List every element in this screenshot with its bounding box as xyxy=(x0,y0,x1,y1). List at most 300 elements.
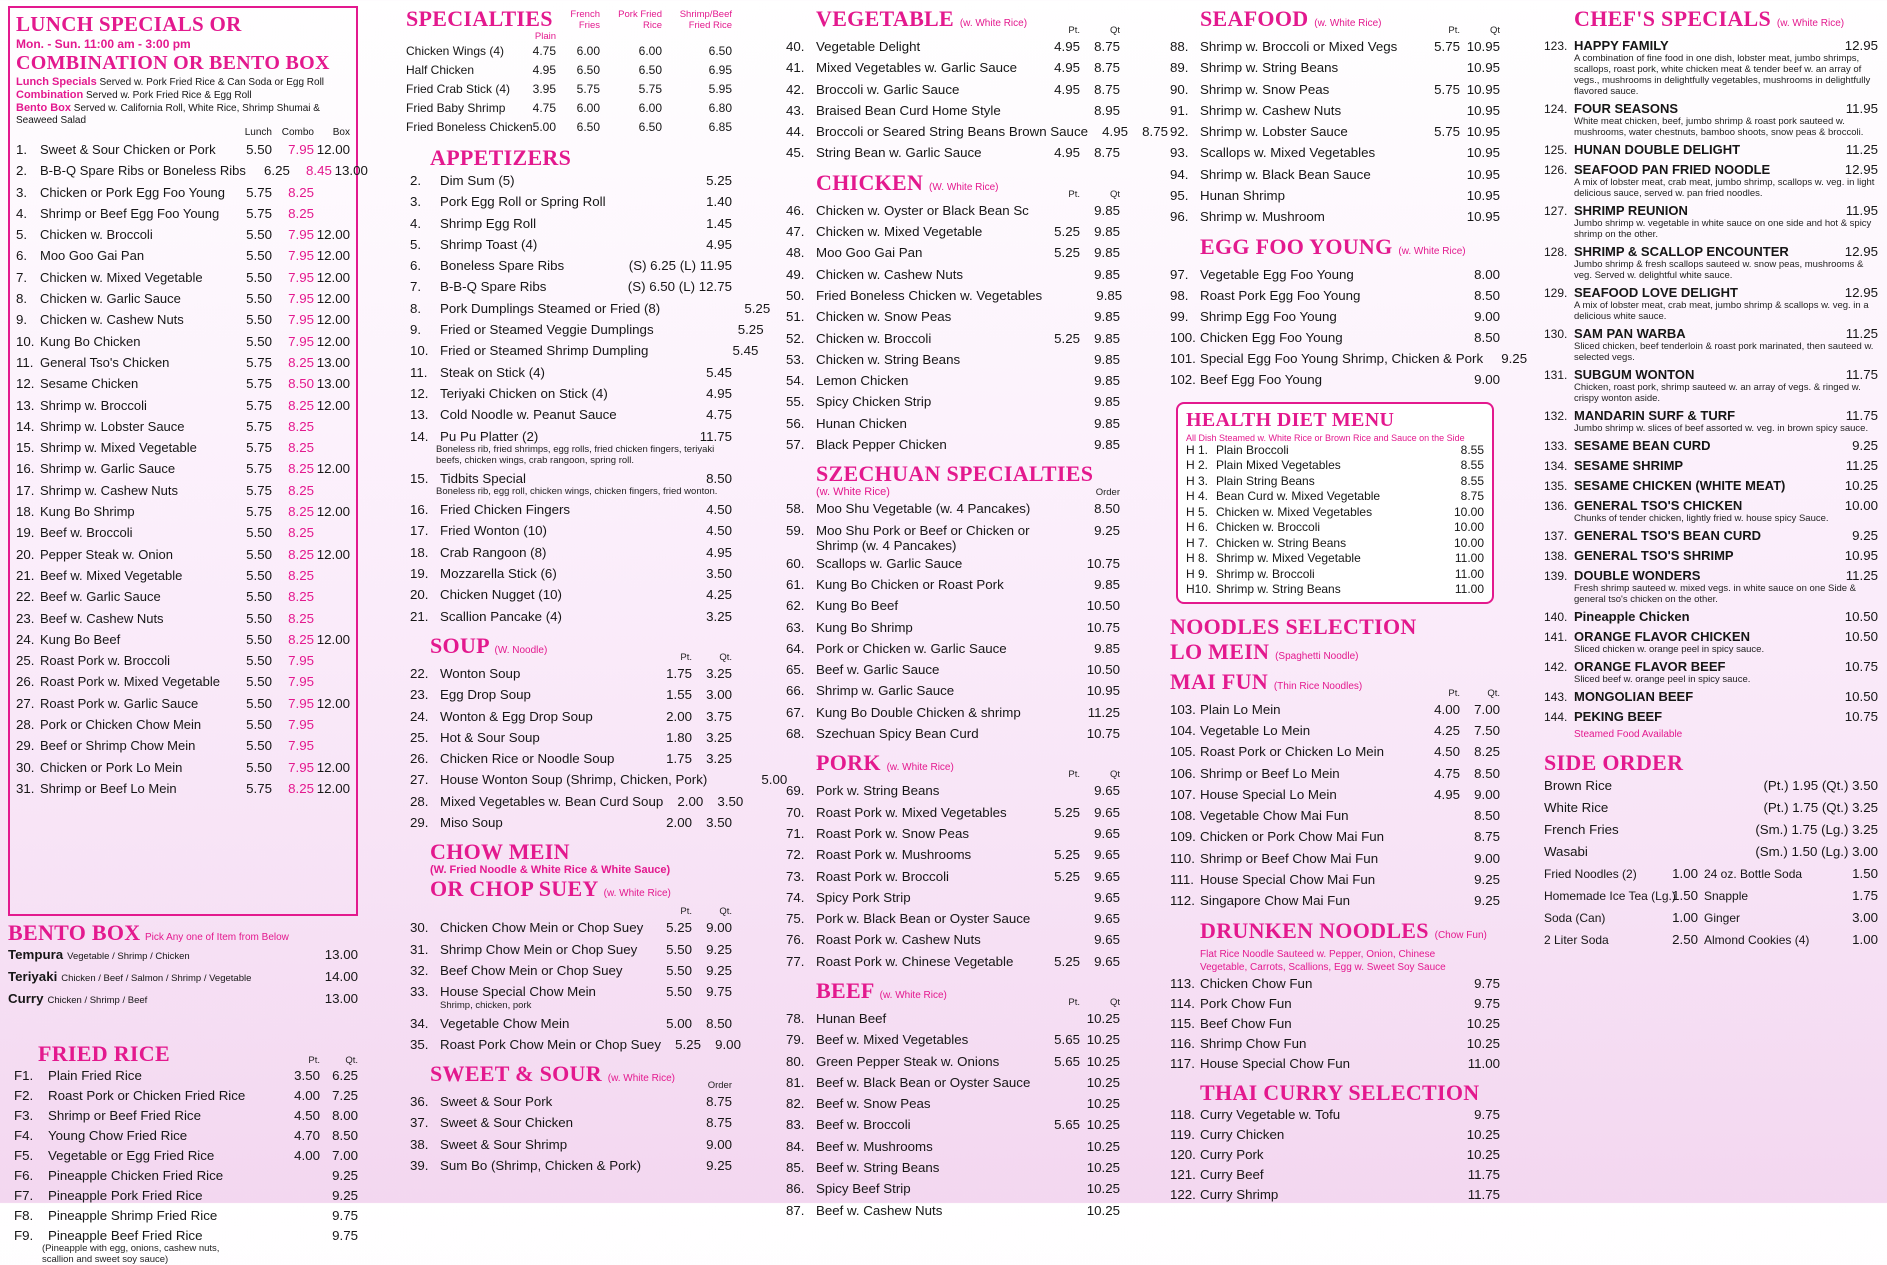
menu-item xyxy=(406,99,732,118)
bento-sub: Pick Any one of Item from Below xyxy=(144,932,289,943)
item-number: 90. xyxy=(1170,81,1189,97)
menu-item xyxy=(406,727,732,748)
price-qt: 9.85 xyxy=(1094,266,1120,282)
item-number: F5. xyxy=(14,1148,34,1163)
price-lunch: 5.50 xyxy=(246,759,272,775)
price-qt: 7.00 xyxy=(332,1148,358,1163)
item-price: 10.95 xyxy=(1844,548,1878,563)
item-name: Shrimp Egg Foo Young xyxy=(1200,308,1337,324)
item-number: 119. xyxy=(1170,1126,1195,1142)
note-text: Served w. Pork Fried Rice & Egg Roll xyxy=(83,90,252,101)
item-price: 4.95 xyxy=(706,385,732,401)
item-number: 17. xyxy=(410,523,429,539)
soup-sub: (W. Noodle) xyxy=(494,644,548,656)
price-qt: 9.25 xyxy=(1474,893,1500,909)
menu-item xyxy=(786,723,1120,744)
price-pt: 4.00 xyxy=(1434,701,1460,717)
note-key: Combination xyxy=(16,89,84,101)
item-name: Pineapple Chicken Fried Rice xyxy=(48,1168,224,1183)
item-number: 11. xyxy=(410,364,428,380)
price-box: 12.00 xyxy=(316,333,350,349)
item-name: Hunan Beef xyxy=(816,1010,887,1026)
health-sub: All Dish Steamed w. White Rice or Brown Rice and Sauce on the Side xyxy=(1186,432,1465,443)
item-price: 12.95 xyxy=(1844,38,1878,53)
item-name: Beef w. Garlic Sauce xyxy=(816,662,940,678)
item-number: 25. xyxy=(410,729,429,745)
item-name: Shrimp w. Mixed Vegetable xyxy=(1216,551,1361,566)
item-number: 89. xyxy=(1170,60,1189,76)
item-name: Chicken or Pork Chow Mai Fun xyxy=(1200,829,1385,845)
item-price: 9.75 xyxy=(1474,995,1500,1011)
item-price: 4.95 xyxy=(706,544,732,560)
item-name: Sweet & Sour Pork xyxy=(440,1094,553,1110)
menu-item xyxy=(406,42,732,61)
item-name: Shrimp w. String Beans xyxy=(1216,582,1341,597)
item-name: Shrimp w. Lobster Sauce xyxy=(40,418,185,434)
menu-item xyxy=(1170,974,1500,994)
menu-item xyxy=(16,714,350,735)
menu-item xyxy=(786,1072,1120,1093)
menu-item xyxy=(786,349,1120,370)
menu-item xyxy=(16,267,350,288)
price-qt: 9.00 xyxy=(1474,786,1500,802)
item-name: ORANGE FLAVOR BEEF xyxy=(1574,659,1726,674)
menu-item xyxy=(16,480,350,501)
price-qt: 9.75 xyxy=(332,1208,358,1223)
side-name: Ginger xyxy=(1704,911,1741,925)
menu-item xyxy=(1544,526,1878,546)
item-number: 30. xyxy=(410,920,429,936)
menu-item xyxy=(1186,567,1484,583)
item-number: 7. xyxy=(16,269,28,285)
price-combo: 8.25 xyxy=(288,440,314,456)
item-price: 9.85 xyxy=(1094,576,1120,592)
menu-item xyxy=(786,520,1120,553)
sweet-sour-list xyxy=(406,1091,732,1176)
item-number: 116. xyxy=(1170,1035,1195,1051)
price-combo: 7.95 xyxy=(288,653,314,669)
pork-sub: (w. White Rice) xyxy=(886,762,954,774)
item-name: GENERAL TSO'S SHRIMP xyxy=(1574,548,1734,563)
item-name: String Bean w. Garlic Sauce xyxy=(816,145,982,161)
menu-item xyxy=(1170,1105,1500,1125)
item-number: 109. xyxy=(1170,829,1196,845)
item-number: 139. xyxy=(1544,569,1568,583)
item-number: 103. xyxy=(1170,701,1196,717)
item-name: Vegetable Chow Mai Fun xyxy=(1200,808,1349,824)
item-number: 57. xyxy=(786,437,805,453)
menu-item xyxy=(8,945,358,967)
menu-item xyxy=(406,1091,732,1112)
menu-item xyxy=(1544,456,1878,476)
menu-item xyxy=(406,563,732,584)
side-name: Soda (Can) xyxy=(1544,911,1606,925)
price-pork-rice: 6.00 xyxy=(638,101,662,115)
price-qt: 9.85 xyxy=(1094,373,1120,389)
item-name: Shrimp w. Mushroom xyxy=(1200,209,1325,225)
item-price: 11.75 xyxy=(1467,1186,1500,1202)
price-qt: 10.25 xyxy=(1086,1160,1120,1176)
price-pork-rice: 6.00 xyxy=(638,44,662,58)
price-lunch: 6.25 xyxy=(264,163,290,179)
item-price: 8.00 xyxy=(1474,266,1500,282)
item-price: 10.25 xyxy=(1466,1015,1500,1031)
price-pt: 5.65 xyxy=(1054,1053,1080,1069)
price-pt: 4.95 xyxy=(1102,124,1128,140)
item-number: 49. xyxy=(786,266,805,282)
price-combo: 8.25 xyxy=(288,354,314,370)
menu-item xyxy=(1544,140,1878,160)
menu-item xyxy=(1544,707,1878,727)
item-name: Shrimp w. Garlic Sauce xyxy=(816,683,955,699)
item-name: Sum Bo (Shrimp, Chicken & Pork) xyxy=(440,1157,641,1173)
item-name: Kung Bo Beef xyxy=(40,631,121,647)
fried-rice-section xyxy=(8,1041,358,1265)
item-name: Chicken Chow Fun xyxy=(1200,975,1313,991)
price-qt: 9.75 xyxy=(706,984,732,1000)
price-qt: 10.25 xyxy=(1086,1138,1120,1154)
side-name: 24 oz. Bottle Soda xyxy=(1704,867,1803,881)
menu-item xyxy=(1170,1054,1500,1074)
item-name: Broccoli or Seared String Beans Brown Sauce xyxy=(816,124,1088,140)
price-shrimp-rice: 6.50 xyxy=(708,44,732,58)
appetizers-title: APPETIZERS xyxy=(430,145,572,170)
item-name: DOUBLE WONDERS xyxy=(1574,568,1701,583)
price-qt: 9.85 xyxy=(1094,224,1120,240)
side-price: 1.00 xyxy=(1672,910,1698,925)
price-qt: 10.95 xyxy=(1466,81,1500,97)
menu-item xyxy=(786,553,1120,574)
price-pt: 5.25 xyxy=(1054,953,1080,969)
menu-item xyxy=(8,989,358,1011)
price-lunch: 5.75 xyxy=(246,418,272,434)
lunch-notes xyxy=(16,76,350,127)
price-pt: 4.50 xyxy=(1434,744,1460,760)
item-name: Sweet & Sour Chicken xyxy=(440,1115,574,1131)
item-number: 127. xyxy=(1544,204,1568,218)
price-combo: 8.25 xyxy=(288,610,314,626)
price-combo: 7.95 xyxy=(288,674,314,690)
lo-mein-sub: (Spaghetti Noodle) xyxy=(1275,650,1359,662)
pork-list xyxy=(786,780,1120,972)
bento-name: Tempura xyxy=(8,947,64,962)
item-name: Roast Pork w. Mushrooms xyxy=(816,847,972,863)
item-number: 13. xyxy=(410,407,429,423)
item-number: 66. xyxy=(786,683,805,699)
menu-item xyxy=(786,221,1120,242)
item-name: Beef Egg Foo Young xyxy=(1200,371,1322,387)
price-pt: 5.50 xyxy=(666,962,692,978)
price-qt: 9.65 xyxy=(1094,868,1120,884)
item-number: 44. xyxy=(786,124,805,140)
bento-options: Vegetable / Shrimp / Chicken xyxy=(67,951,190,962)
item-name: Beef Chow Fun xyxy=(1200,1015,1292,1031)
item-name: Plain Mixed Vegetables xyxy=(1216,458,1341,473)
bento-name: Curry xyxy=(8,991,44,1006)
item-number: 67. xyxy=(786,704,805,720)
item-name: Mixed Vegetables w. Bean Curd Soup xyxy=(440,793,664,809)
lunch-items-list xyxy=(16,139,368,799)
thai-list xyxy=(1170,1105,1500,1205)
item-name: Plain String Beans xyxy=(1216,473,1315,488)
menu-item xyxy=(1170,890,1500,911)
item-number: 8. xyxy=(410,300,422,316)
side-name: Snapple xyxy=(1704,889,1749,903)
item-price: 10.25 xyxy=(1466,1146,1500,1162)
menu-item xyxy=(1544,546,1878,566)
item-name: General Tso's Chicken xyxy=(40,354,170,370)
item-number: 3. xyxy=(16,184,28,200)
price-box: 12.00 xyxy=(316,397,350,413)
item-number: 72. xyxy=(786,847,805,863)
price-lunch: 5.50 xyxy=(246,610,272,626)
menu-item xyxy=(8,1166,358,1186)
item-name: Fried Crab Stick (4) xyxy=(406,82,511,96)
bento-list xyxy=(8,945,358,1011)
menu-item xyxy=(16,416,350,437)
item-number: 34. xyxy=(410,1015,429,1031)
item-number: 30. xyxy=(16,759,35,775)
price-qt: 9.65 xyxy=(1094,953,1120,969)
side-price: (Pt.) 1.95 (Qt.) 3.50 xyxy=(1763,778,1878,793)
item-number: 142. xyxy=(1544,660,1568,674)
item-name: Mozzarella Stick (6) xyxy=(440,566,557,582)
item-name: Pork or Chicken Chow Mein xyxy=(40,717,202,733)
item-name: Roast Pork w. Mixed Vegetable xyxy=(40,674,220,690)
price-qt: 9.85 xyxy=(1094,415,1120,431)
item-number: 132. xyxy=(1544,409,1568,423)
menu-item xyxy=(16,671,350,692)
item-name: Chicken or Pork Lo Mein xyxy=(40,759,183,775)
menu-item xyxy=(1170,206,1500,227)
item-name: Pork Egg Roll or Spring Roll xyxy=(440,194,606,210)
menu-item xyxy=(16,693,350,714)
side-name: Almond Cookies (4) xyxy=(1704,933,1810,947)
side-price: 1.75 xyxy=(1852,888,1878,903)
chicken-title: CHICKEN xyxy=(816,169,924,195)
menu-item xyxy=(1170,327,1500,348)
menu-item xyxy=(8,1086,358,1106)
item-price: 10.50 xyxy=(1086,662,1120,678)
item-name: Fried or Steamed Shrimp Dumpling xyxy=(440,343,649,359)
specialties-header: SPECIALTIES French Fries Pork Fried Rice Shrimp/Beef Fried Rice xyxy=(406,6,732,31)
bento-price: 13.00 xyxy=(324,947,358,962)
item-price: 10.00 xyxy=(1453,535,1484,550)
price-qt: 9.65 xyxy=(1094,783,1120,799)
fried-rice-header: FRIED RICE Pt. Qt. xyxy=(8,1041,358,1066)
item-number: 137. xyxy=(1544,529,1568,543)
item-number: 61. xyxy=(786,576,805,592)
seafood-section: SEAFOOD (w. White Rice) Pt. Qt 88. Shrimp w. Broccoli or Mixed Vegs 5.75 10.95 89. Shrimp w. String Beans 10.95 90. Shrimp w. Snow Peas 5.75 10.95 91. Shrimp w. Cashew Nuts 10.95 92. Shrimp w. Lobster Sauce 5.75 10.95 93. Scallops w. Mixed Vegetables 10.95 94. Shrimp w. Black Bean Sauce 10.95 95. Hunan Shrimp 10.95 96. Shrimp w. Mushroom 10.95 xyxy=(1170,6,1500,228)
menu-item xyxy=(1544,929,1878,951)
item-name: Pu Pu Platter (2) xyxy=(440,428,539,444)
item-description: A mix of lobster meat, crab meat, jumbo shrimp & scallops w. veg. in a delicious white sauce. xyxy=(1574,300,1869,322)
price-qt: 9.85 xyxy=(1094,394,1120,410)
menu-item xyxy=(16,565,350,586)
menu-item xyxy=(1170,869,1500,890)
item-name: Plain Broccoli xyxy=(1216,442,1289,457)
price-box: 12.00 xyxy=(316,780,350,796)
price-qt: 8.50 xyxy=(1474,808,1500,824)
item-name: Fried Wonton (10) xyxy=(440,523,547,539)
menu-item xyxy=(786,328,1120,349)
menu-item xyxy=(406,769,788,790)
item-price: 4.50 xyxy=(706,523,732,539)
price-qt: 9.25 xyxy=(1474,872,1500,888)
item-price: 8.75 xyxy=(1460,489,1484,504)
item-number: 10. xyxy=(410,343,429,359)
menu-item xyxy=(1170,369,1500,390)
item-name: SHRIMP & SCALLOP ENCOUNTER xyxy=(1574,244,1789,259)
lunch-note xyxy=(16,76,350,89)
item-price: 11.25 xyxy=(1845,568,1878,583)
price-qt: 3.50 xyxy=(706,815,732,831)
item-name: Chicken Egg Foo Young xyxy=(1200,329,1343,345)
item-name: Curry Vegetable w. Tofu xyxy=(1200,1106,1341,1122)
price-fries: 5.75 xyxy=(576,82,600,96)
price-pt: 5.75 xyxy=(1434,81,1460,97)
item-name: Roast Pork w. Cashew Nuts xyxy=(816,932,981,948)
column-entrees xyxy=(786,6,1168,1218)
menu-item xyxy=(1170,79,1500,100)
menu-item xyxy=(1544,687,1878,707)
item-price: 8.75 xyxy=(706,1115,732,1131)
item-number: 50. xyxy=(786,287,805,303)
item-name: Pineapple Beef Fried Rice xyxy=(48,1228,203,1243)
item-number: 107. xyxy=(1170,786,1196,802)
price-qt: 9.85 xyxy=(1094,202,1120,218)
menu-item xyxy=(786,659,1120,680)
item-number: 138. xyxy=(1544,549,1568,563)
menu-item xyxy=(1544,819,1878,841)
price-combo: 8.25 xyxy=(288,504,314,520)
lunch-specials-box xyxy=(8,6,368,916)
item-name: SEAFOOD PAN FRIED NOODLE xyxy=(1574,162,1771,177)
item-name: Shrimp or Beef Fried Rice xyxy=(48,1108,201,1123)
menu-item xyxy=(1186,551,1484,567)
menu-item xyxy=(1544,885,1878,907)
menu-item xyxy=(1170,100,1500,121)
item-price: 4.25 xyxy=(706,587,732,603)
price-lunch: 5.75 xyxy=(246,376,272,392)
item-number: 115. xyxy=(1170,1015,1195,1031)
price-combo: 8.25 xyxy=(288,589,314,605)
price-qt: 9.85 xyxy=(1094,309,1120,325)
item-name: Chicken w. Cashew Nuts xyxy=(40,312,184,328)
item-name: SESAME BEAN CURD xyxy=(1574,438,1711,453)
item-price: 10.95 xyxy=(1086,683,1120,699)
item-description: Chicken, roast pork, shrimp sauteed w. an array of vegs. & ringed w. crispy wonton aside. xyxy=(1574,382,1861,404)
item-name: Chicken Rice or Noodle Soup xyxy=(440,751,615,767)
mai-fun-title: MAI FUN xyxy=(1170,668,1269,694)
side-price: (Pt.) 1.75 (Qt.) 3.25 xyxy=(1763,800,1878,815)
item-name: Roast Pork w. Mixed Vegetables xyxy=(816,804,1007,820)
price-qt: 9.25 xyxy=(706,962,732,978)
price-combo: 8.25 xyxy=(288,461,314,477)
item-name: Chicken w. Snow Peas xyxy=(816,309,952,325)
menu-item xyxy=(1170,1034,1500,1054)
item-price: 4.50 xyxy=(706,502,732,518)
item-number: F9. xyxy=(14,1228,34,1243)
menu-item xyxy=(1170,306,1500,327)
menu-item xyxy=(1170,699,1500,720)
item-number: 15. xyxy=(410,470,429,486)
item-name: Cold Noodle w. Peanut Sauce xyxy=(440,407,617,423)
menu-item xyxy=(16,203,350,224)
menu-item xyxy=(16,245,350,266)
price-qt: 9.65 xyxy=(1094,932,1120,948)
menu-item xyxy=(1170,348,1528,369)
item-price: 11.75 xyxy=(1845,408,1878,423)
item-number: 78. xyxy=(786,1010,805,1026)
item-number: 29. xyxy=(410,815,429,831)
item-name: Singapore Chow Mai Fun xyxy=(1200,893,1351,909)
menu-item xyxy=(1170,1125,1500,1145)
menu-item xyxy=(16,139,350,160)
price-lunch: 5.50 xyxy=(246,653,272,669)
menu-item xyxy=(406,118,732,137)
item-number: 28. xyxy=(16,717,35,733)
item-name: Shrimp w. Black Bean Sauce xyxy=(1200,166,1371,182)
item-number: 25. xyxy=(16,653,35,669)
item-name: Beef w. Snow Peas xyxy=(816,1096,931,1112)
price-lunch: 5.50 xyxy=(246,695,272,711)
chow-mein-list xyxy=(406,917,741,1055)
item-number: 84. xyxy=(786,1138,805,1154)
menu-item xyxy=(1170,784,1500,805)
item-price: 11.00 xyxy=(1454,582,1484,597)
price-qt: 8.50 xyxy=(706,1015,732,1031)
item-number: 98. xyxy=(1170,287,1189,303)
menu-item xyxy=(406,298,771,319)
menu-item xyxy=(786,57,1120,78)
item-number: 121. xyxy=(1170,1166,1196,1182)
item-name: Roast Pork w. Chinese Vegetable xyxy=(816,953,1014,969)
price-qt: 10.25 xyxy=(1086,1181,1120,1197)
item-price: 8.50 xyxy=(1474,287,1500,303)
item-price: 9.00 xyxy=(1474,371,1500,387)
lunch-note xyxy=(16,102,350,127)
item-name: Shrimp Chow Fun xyxy=(1200,1035,1307,1051)
price-qt: 8.75 xyxy=(1094,39,1120,54)
menu-item xyxy=(16,437,350,458)
item-name: Chicken w. Mixed Vegetable xyxy=(40,269,203,285)
sweet-sour-title: SWEET & SOUR xyxy=(430,1061,602,1087)
bento-section xyxy=(8,920,358,1011)
side-name: Homemade Ice Tea (Lg.) xyxy=(1544,889,1676,903)
price-pork-rice: 5.75 xyxy=(638,82,662,96)
price-pt: 4.95 xyxy=(1054,60,1080,76)
item-name: Plain Fried Rice xyxy=(48,1068,142,1083)
item-price: 12.95 xyxy=(1844,162,1878,177)
menu-item xyxy=(406,170,732,191)
item-price: 1.40 xyxy=(706,194,732,210)
lo-mein-title: LO MEIN xyxy=(1170,638,1270,664)
menu-item xyxy=(1170,1185,1500,1205)
price-lunch: 5.50 xyxy=(246,269,272,285)
price-pt: 2.00 xyxy=(666,708,692,724)
price-combo: 8.50 xyxy=(288,376,314,392)
price-lunch: 5.50 xyxy=(246,738,272,754)
menu-item xyxy=(406,706,732,727)
note-key: Bento Box xyxy=(16,102,71,114)
price-qt: 10.25 xyxy=(1086,1053,1120,1069)
menu-item xyxy=(1544,775,1878,797)
price-pt: 4.70 xyxy=(294,1128,320,1143)
item-number: 46. xyxy=(786,202,805,218)
item-name: Pineapple Pork Fried Rice xyxy=(48,1188,203,1203)
item-number: 16. xyxy=(16,461,35,477)
